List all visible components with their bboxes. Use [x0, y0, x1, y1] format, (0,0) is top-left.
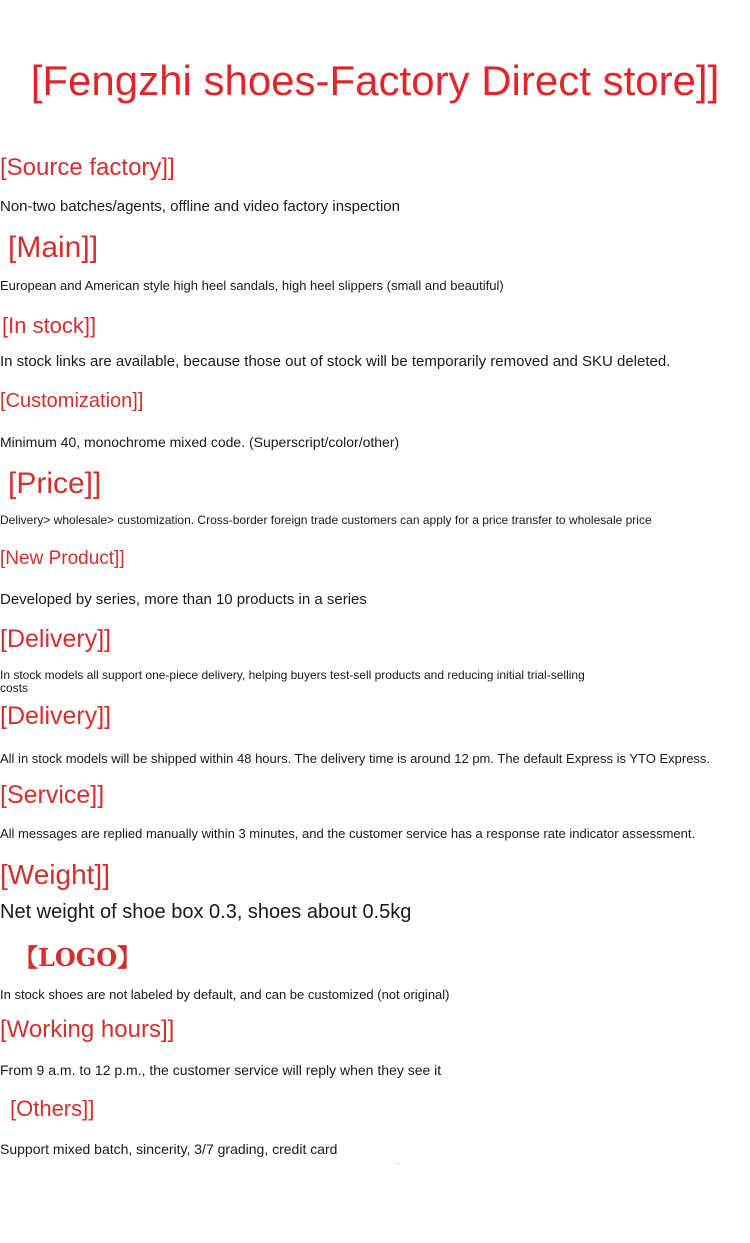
page-title: [Fengzhi shoes-Factory Direct store]]	[30, 57, 720, 104]
section-heading-delivery-shipping: [Delivery]]	[0, 702, 112, 730]
section-text-service: All messages are replied manually within 3 minutes, and the customer service has a response rate indicator assessment.	[0, 826, 696, 841]
section-text-main: European and American style high heel sandals, high heel slippers (small and beautiful)	[0, 278, 504, 293]
footer-dots: ....	[394, 1160, 401, 1166]
section-heading-weight: [Weight]]	[0, 859, 110, 890]
section-heading-main: [Main]]	[8, 231, 99, 264]
section-text-delivery-one-piece-line2: costs	[0, 681, 29, 695]
section-heading-new-product: [New Product]]	[0, 548, 125, 569]
section-text-new-product: Developed by series, more than 10 products in a series	[0, 591, 367, 608]
section-text-logo: In stock shoes are not labeled by default, and can be customized (not original)	[0, 987, 450, 1002]
section-text-delivery-shipping: All in stock models will be shipped within 48 hours. The delivery time is around 12 pm. The default Express is YTO Express.	[0, 751, 711, 766]
section-heading-customization: [Customization]]	[0, 390, 144, 412]
section-heading-source-factory: [Source factory]]	[0, 154, 175, 181]
section-heading-price: [Price]]	[8, 467, 102, 500]
section-text-source-factory: Non-two batches/agents, offline and video factory inspection	[0, 198, 400, 215]
section-heading-logo: 【LOGO】	[14, 943, 142, 972]
section-heading-others: [Others]]	[10, 1096, 95, 1121]
section-heading-delivery-one-piece: [Delivery]]	[0, 625, 112, 653]
section-heading-in-stock: [In stock]]	[2, 313, 97, 338]
section-text-price: Delivery> wholesale> customization. Cross-border foreign trade customers can apply for a price transfer to wholesale price	[0, 513, 652, 527]
section-heading-service: [Service]]	[0, 781, 105, 809]
section-text-others: Support mixed batch, sincerity, 3/7 grading, credit card	[0, 1141, 338, 1157]
section-heading-working-hours: [Working hours]]	[0, 1016, 175, 1043]
section-text-weight: Net weight of shoe box 0.3, shoes about 0.5kg	[0, 901, 412, 923]
section-text-customization: Minimum 40, monochrome mixed code. (Superscript/color/other)	[0, 434, 400, 450]
section-text-in-stock: In stock links are available, because those out of stock will be temporarily removed and SKU deleted.	[0, 353, 671, 370]
section-text-working-hours: From 9 a.m. to 12 p.m., the customer service will reply when they see it	[0, 1062, 442, 1078]
section-text-delivery-one-piece-line1: In stock models all support one-piece delivery, helping buyers test-sell products and reducing initial trial-selling	[0, 668, 585, 682]
